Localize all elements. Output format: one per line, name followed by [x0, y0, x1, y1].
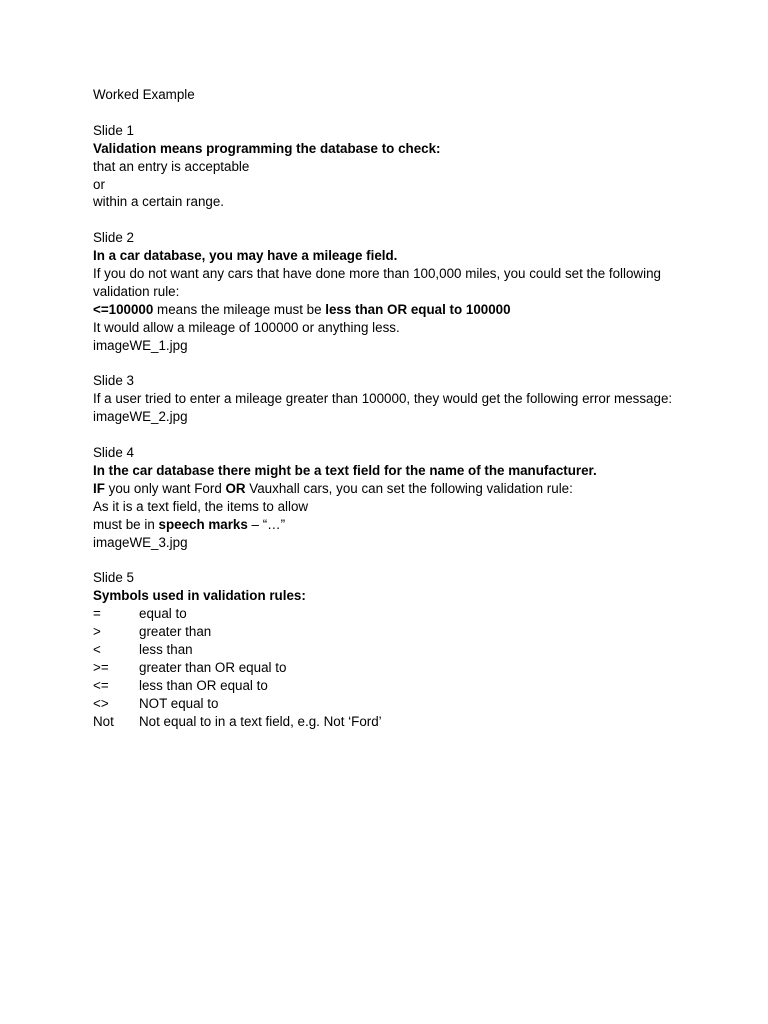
if-keyword: IF: [93, 480, 105, 496]
slide1-line-2: or: [93, 176, 105, 192]
symbol-description: greater than: [139, 624, 212, 640]
symbol-row: [93, 641, 693, 659]
spacer: [93, 426, 693, 444]
symbol: =: [93, 606, 101, 622]
slide4-heading: Slide 4: [93, 445, 134, 461]
must-end-text: – “…”: [247, 516, 286, 532]
slide3-image-ref: imageWE_2.jpg: [93, 409, 188, 425]
symbol-row: [93, 695, 693, 713]
slide1-bold-line: Validation means programming the database to check:: [93, 140, 441, 156]
symbol: <: [93, 641, 101, 657]
slide2-allow-line: It would allow a mileage of 100000 or anything less.: [93, 319, 400, 335]
symbol: >: [93, 624, 101, 640]
spacer: [93, 552, 693, 570]
symbol-row: [93, 677, 693, 695]
symbol: Not: [93, 713, 114, 729]
document-title: Worked Example: [93, 87, 195, 102]
spacer: [93, 104, 693, 122]
slide1-line-3: within a certain range.: [93, 194, 225, 210]
document-page: [93, 86, 693, 730]
slide5-heading: Slide 5: [93, 570, 134, 586]
symbol-row: [93, 605, 693, 623]
if-end-text: Vauxhall cars, you can set the following validation rule:: [245, 480, 573, 496]
slide1-heading: Slide 1: [93, 122, 134, 138]
spacer: [93, 355, 693, 373]
slide1-line-1: that an entry is acceptable: [93, 158, 250, 174]
symbol: <>: [93, 695, 109, 711]
if-middle-text: you only want Ford: [104, 480, 226, 496]
rule-middle-text: means the mileage must be: [153, 301, 326, 317]
must-start-text: must be in: [93, 516, 159, 532]
slide4-if-line: [93, 480, 693, 498]
rule-meaning: less than OR equal to 100000: [325, 301, 511, 317]
slide2-rule-line: [93, 301, 693, 319]
symbol-description: less than OR equal to: [139, 677, 268, 693]
symbol-description: NOT equal to: [139, 695, 219, 711]
slide4-speech-marks-line: [93, 516, 693, 534]
symbol-row: [93, 659, 693, 677]
symbol: <=: [93, 677, 109, 693]
symbol-row: [93, 713, 693, 731]
symbol-row: [93, 623, 693, 641]
rule-expression: <=100000: [93, 301, 154, 317]
symbol-description: equal to: [139, 606, 187, 622]
slide2-image-ref: imageWE_1.jpg: [93, 337, 188, 353]
slide3-heading: Slide 3: [93, 373, 134, 389]
or-keyword: OR: [225, 480, 246, 496]
slide2-heading: Slide 2: [93, 230, 134, 246]
slide4-text-field-line: As it is a text field, the items to allow: [93, 498, 309, 514]
symbol: >=: [93, 659, 109, 675]
symbol-description: less than: [139, 641, 193, 657]
symbol-description: greater than OR equal to: [139, 659, 287, 675]
slide5-bold-line: Symbols used in validation rules:: [93, 588, 306, 604]
slide2-paragraph: If you do not want any cars that have done more than 100,000 miles, you could set the following validation rule:: [93, 266, 661, 299]
symbol-list: [93, 605, 693, 730]
speech-marks-text: speech marks: [158, 516, 248, 532]
slide4-image-ref: imageWE_3.jpg: [93, 534, 188, 550]
spacer: [93, 211, 693, 229]
slide2-bold-line: In a car database, you may have a mileage field.: [93, 248, 398, 264]
slide3-paragraph: If a user tried to enter a mileage greater than 100000, they would get the following error message:: [93, 391, 673, 407]
slide4-bold-line: In the car database there might be a text field for the name of the manufacturer.: [93, 462, 597, 478]
symbol-description: Not equal to in a text field, e.g. Not ‘Ford’: [139, 713, 382, 729]
